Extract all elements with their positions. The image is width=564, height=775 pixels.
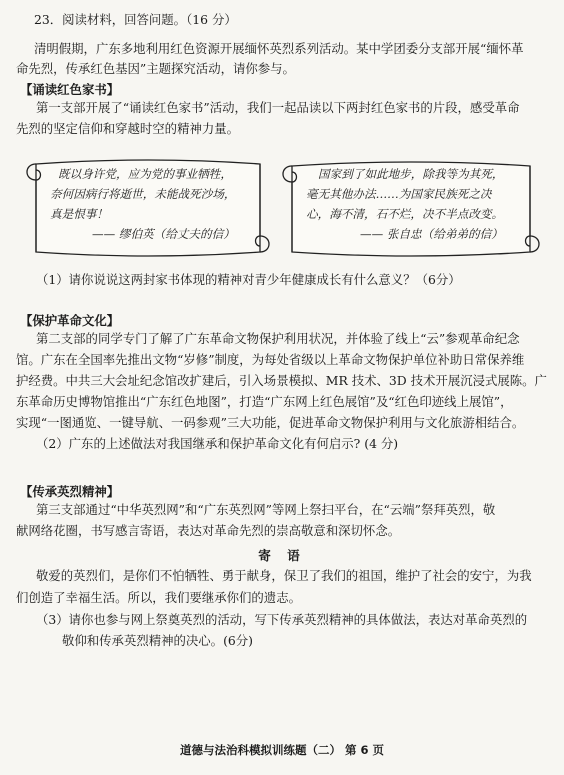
letter-right-line-1: 国家到了如此地步，除我等为其死， [318,167,504,181]
question-2: （2）广东的上述做法对我国继承和保护革命文化有何启示? (4 分) [36,436,399,451]
question-3-line-1: （3）请你也参与网上祭奠英烈的活动，写下传承英烈精神的具体做法，表达对革命英烈的 [36,612,528,627]
section3-line-1: 第三支部通过“中华英烈网”和“广东英烈网”等网上祭扫平台，在“云端”祭拜英烈，敬 [36,502,496,517]
letter-right-signature: —— 张自忠（给弟弟的信） [360,227,503,241]
section2-line-5: 实现“一图通览、一键导航、一码参观”三大功能，促进革命文物保护利用与文化旅游相结合。 [16,415,525,430]
letter-left-signature: —— 缪伯英（给丈夫的信） [92,227,235,241]
section3-line-2: 献网络花圈，书写感言寄语，表达对革命先烈的崇高敬意和深切怀念。 [16,523,401,538]
section2-line-1: 第二支部的同学专门了解了广东革命文物保护利用状况，并体验了线上“云”参观革命纪念 [36,331,520,346]
section1-line-2: 先烈的坚定信仰和穿越时空的精神力量。 [16,121,240,136]
message-line-1: 敬爱的英烈们，是你们不怕牺牲、勇于献身，保卫了我们的祖国，维护了社会的安宁，为我 [36,568,532,583]
message-line-2: 们创造了幸福生活。所以，我们要继承你们的遗志。 [16,590,301,605]
question-1: （1）请你说说这两封家书体现的精神对青少年健康成长有什么意义？（6分） [36,272,461,287]
letter-right-line-2: 毫无其他办法……为国家民族死之决 [306,187,492,201]
section1-line-1: 第一支部开展了“诵读红色家书”活动，我们一起品读以下两封红色家书的片段，感受革命 [36,100,520,115]
intro-line-1: 清明假期，广东多地利用红色资源开展缅怀英烈系列活动。某中学团委分支部开展“缅怀革 [34,41,524,56]
intro-line-2: 命先烈，传承红色基因”主题探究活动，请你参与。 [16,61,295,76]
section2-line-2: 馆。广东在全国率先推出文物“岁修”制度，为每处省级以上革命文物保护单位补助日常保养维 [16,352,525,367]
page-footer: 道德与法治科模拟训练题（二） 第 6 页 [179,743,384,757]
question-3-line-2: 敬仰和传承英烈精神的决心。(6分) [62,633,254,648]
message-title: 寄 语 [258,548,306,563]
section3-heading: 【传承英烈精神】 [20,484,120,499]
letter-scroll-left [22,156,274,264]
letter-left-line-3: 真是恨事！ [50,207,108,221]
letter-left-line-1: 既以身许党，应为党的事业牺牲， [58,167,232,181]
question-title: 23．阅读材料，回答问题。（16 分） [34,12,237,27]
section2-line-3: 护经费。中共三大会址纪念馆改扩建后，引入场景模拟、MR 技术、3D 技术开展沉浸式展陈。广 [16,373,547,388]
section2-line-4: 东革命历史博物馆推出“广东红色地图”，打造“广东网上红色展馆”及“红色印迹线上展馆”， [16,394,513,409]
section2-heading: 【保护革命文化】 [20,313,120,328]
letter-scroll-right [280,156,542,264]
letter-right-line-3: 心，海不清，石不烂，决不半点改变。 [306,207,504,221]
section1-heading: 【诵读红色家书】 [20,82,120,97]
letter-left-line-2: 奈何因病行将逝世，未能战死沙场， [50,187,236,201]
